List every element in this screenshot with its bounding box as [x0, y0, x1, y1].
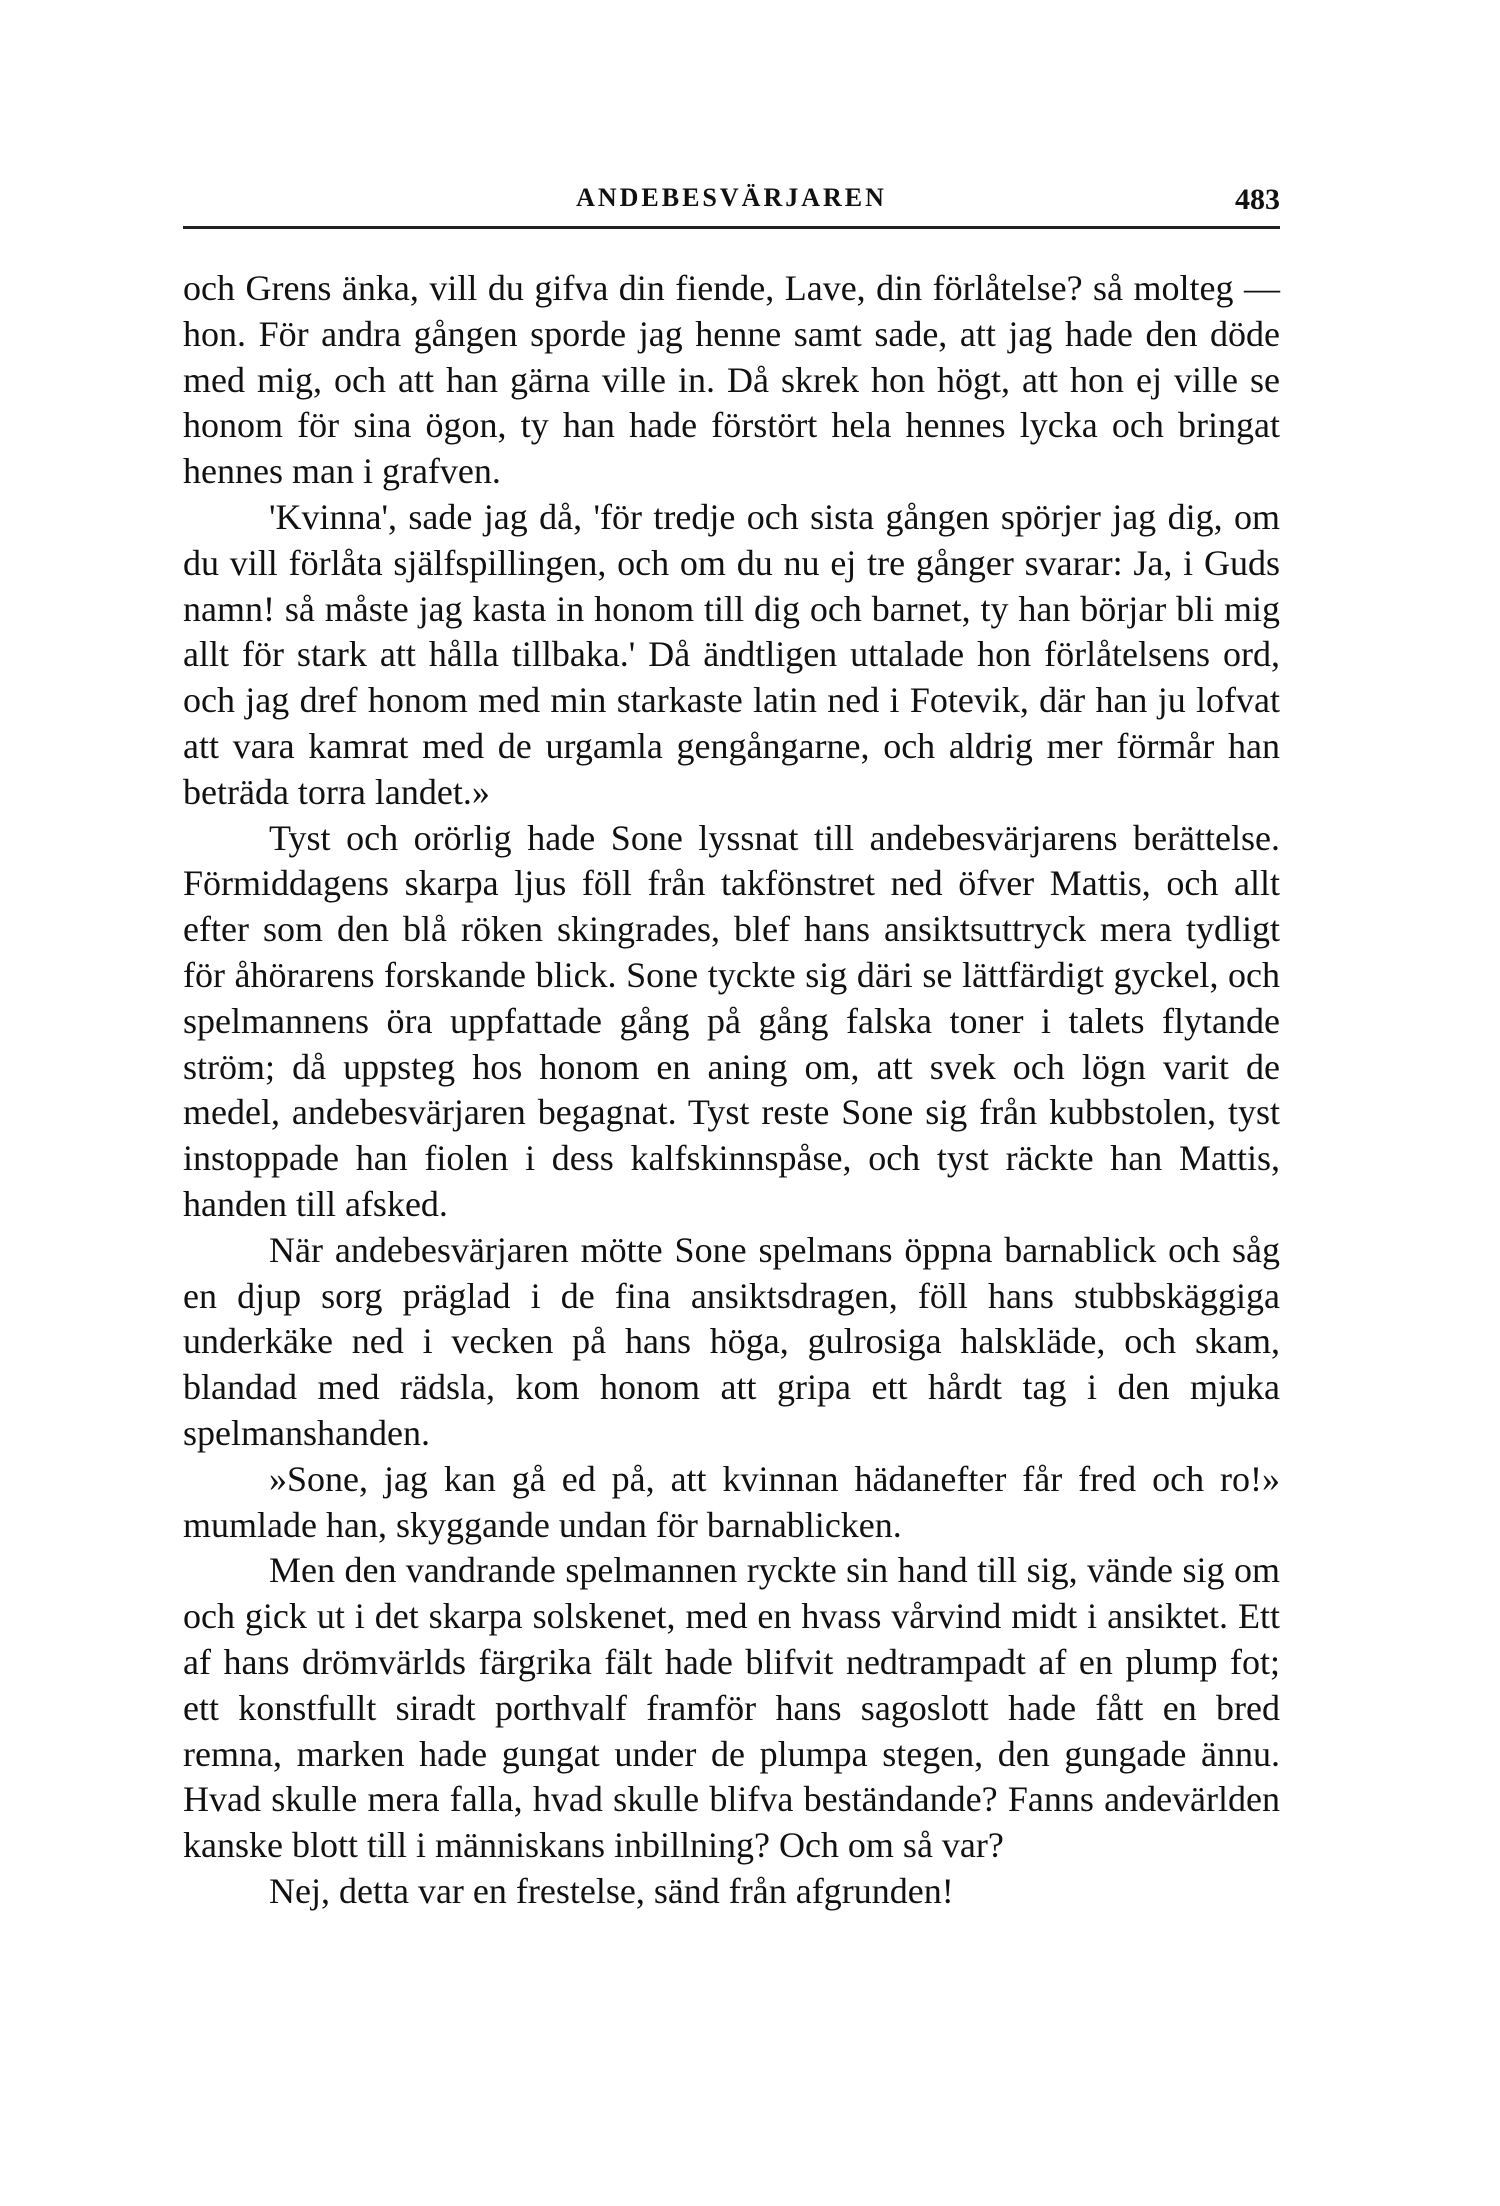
- running-title: ANDEBESVÄRJAREN: [576, 183, 887, 212]
- paragraph-3: Tyst och orörlig hade Sone lyssnat till andebesvärjarens berättelse. Förmiddagens skarpa ljus föll från takfönstret ned öfver Mattis, och allt efter som den blå röken skingrades, blef hans ansiktsuttryck mera tydligt för åhörarens forskande blick. Sone tyckte sig däri se lättfärdigt gyckel, och spelmannens öra uppfattade gång på gång falska toner i talets flytande ström; då uppsteg hos honom en aning om, att svek och lögn varit de medel, andebesvärjaren begagnat. Tyst reste Sone sig från kubbstolen, tyst instoppade han fiolen i dess kalfskinnspåse, och tyst räckte han Mattis, handen till afsked.: [183, 817, 1280, 1224]
- book-page: [183, 0, 1280, 2206]
- paragraph-1: och Grens änka, vill du gifva din fiende, Lave, din förlåtelse? så molteg —hon. För andra gången sporde jag henne samt sade, att jag hade den döde med mig, och att han gärna ville in. Då skrek hon högt, att hon ej ville se honom för sina ögon, ty han hade förstört hela hennes lycka och bringat hennes man i grafven.: [183, 268, 1280, 492]
- body-text: [183, 266, 1280, 1915]
- running-head: [183, 183, 1280, 223]
- paragraph-6: Men den vandrande spelmannen ryckte sin hand till sig, vände sig om och gick ut i det skarpa solskenet, med en hvass vårvind midt i ansiktet. Ett af hans drömvärlds färgrika fält hade blifvit nedtrampadt af en plump fot; ett konstfullt siradt porthvalf framför hans sagoslott hade fått en bred remna, marken hade gungat under de plumpa stegen, den gungade ännu. Hvad skulle mera falla, hvad skulle blifva beständande? Fanns andevärlden kanske blott till i människans inbillning? Och om så var?: [183, 1550, 1280, 1866]
- paragraph-4: När andebesvärjaren mötte Sone spelmans öppna barnablick och såg en djup sorg präglad i de fina ansiktsdragen, föll hans stubbskäggiga underkäke ned i vecken på hans höga, gulrosiga halskläde, och skam, blandad med rädsla, kom honom att gripa ett hårdt tag i den mjuka spelmanshanden.: [183, 1229, 1280, 1453]
- header-rule: [183, 226, 1280, 229]
- paragraph-2: 'Kvinna', sade jag då, 'för tredje och sista gången spörjer jag dig, om du vill förlåta själfspillingen, och om du nu ej tre gånger svarar: Ja, i Guds namn! så måste jag kasta in honom till dig och barnet, ty han börjar bli mig allt för stark att hålla tillbaka.' Då ändtligen uttalade hon förlåtelsens ord, och jag dref honom med min starkaste latin ned i Fotevik, där han ju lofvat att vara kamrat med de urgamla gengångarne, och aldrig mer förmår han beträda torra landet.»: [183, 496, 1280, 812]
- paragraph-7: Nej, detta var en frestelse, sänd från afgrunden!: [269, 1870, 954, 1911]
- page-number: 483: [1235, 183, 1280, 216]
- paragraph-5: »Sone, jag kan gå ed på, att kvinnan hädanefter får fred och ro!» mumlade han, skyggande undan för barnablicken.: [183, 1458, 1280, 1545]
